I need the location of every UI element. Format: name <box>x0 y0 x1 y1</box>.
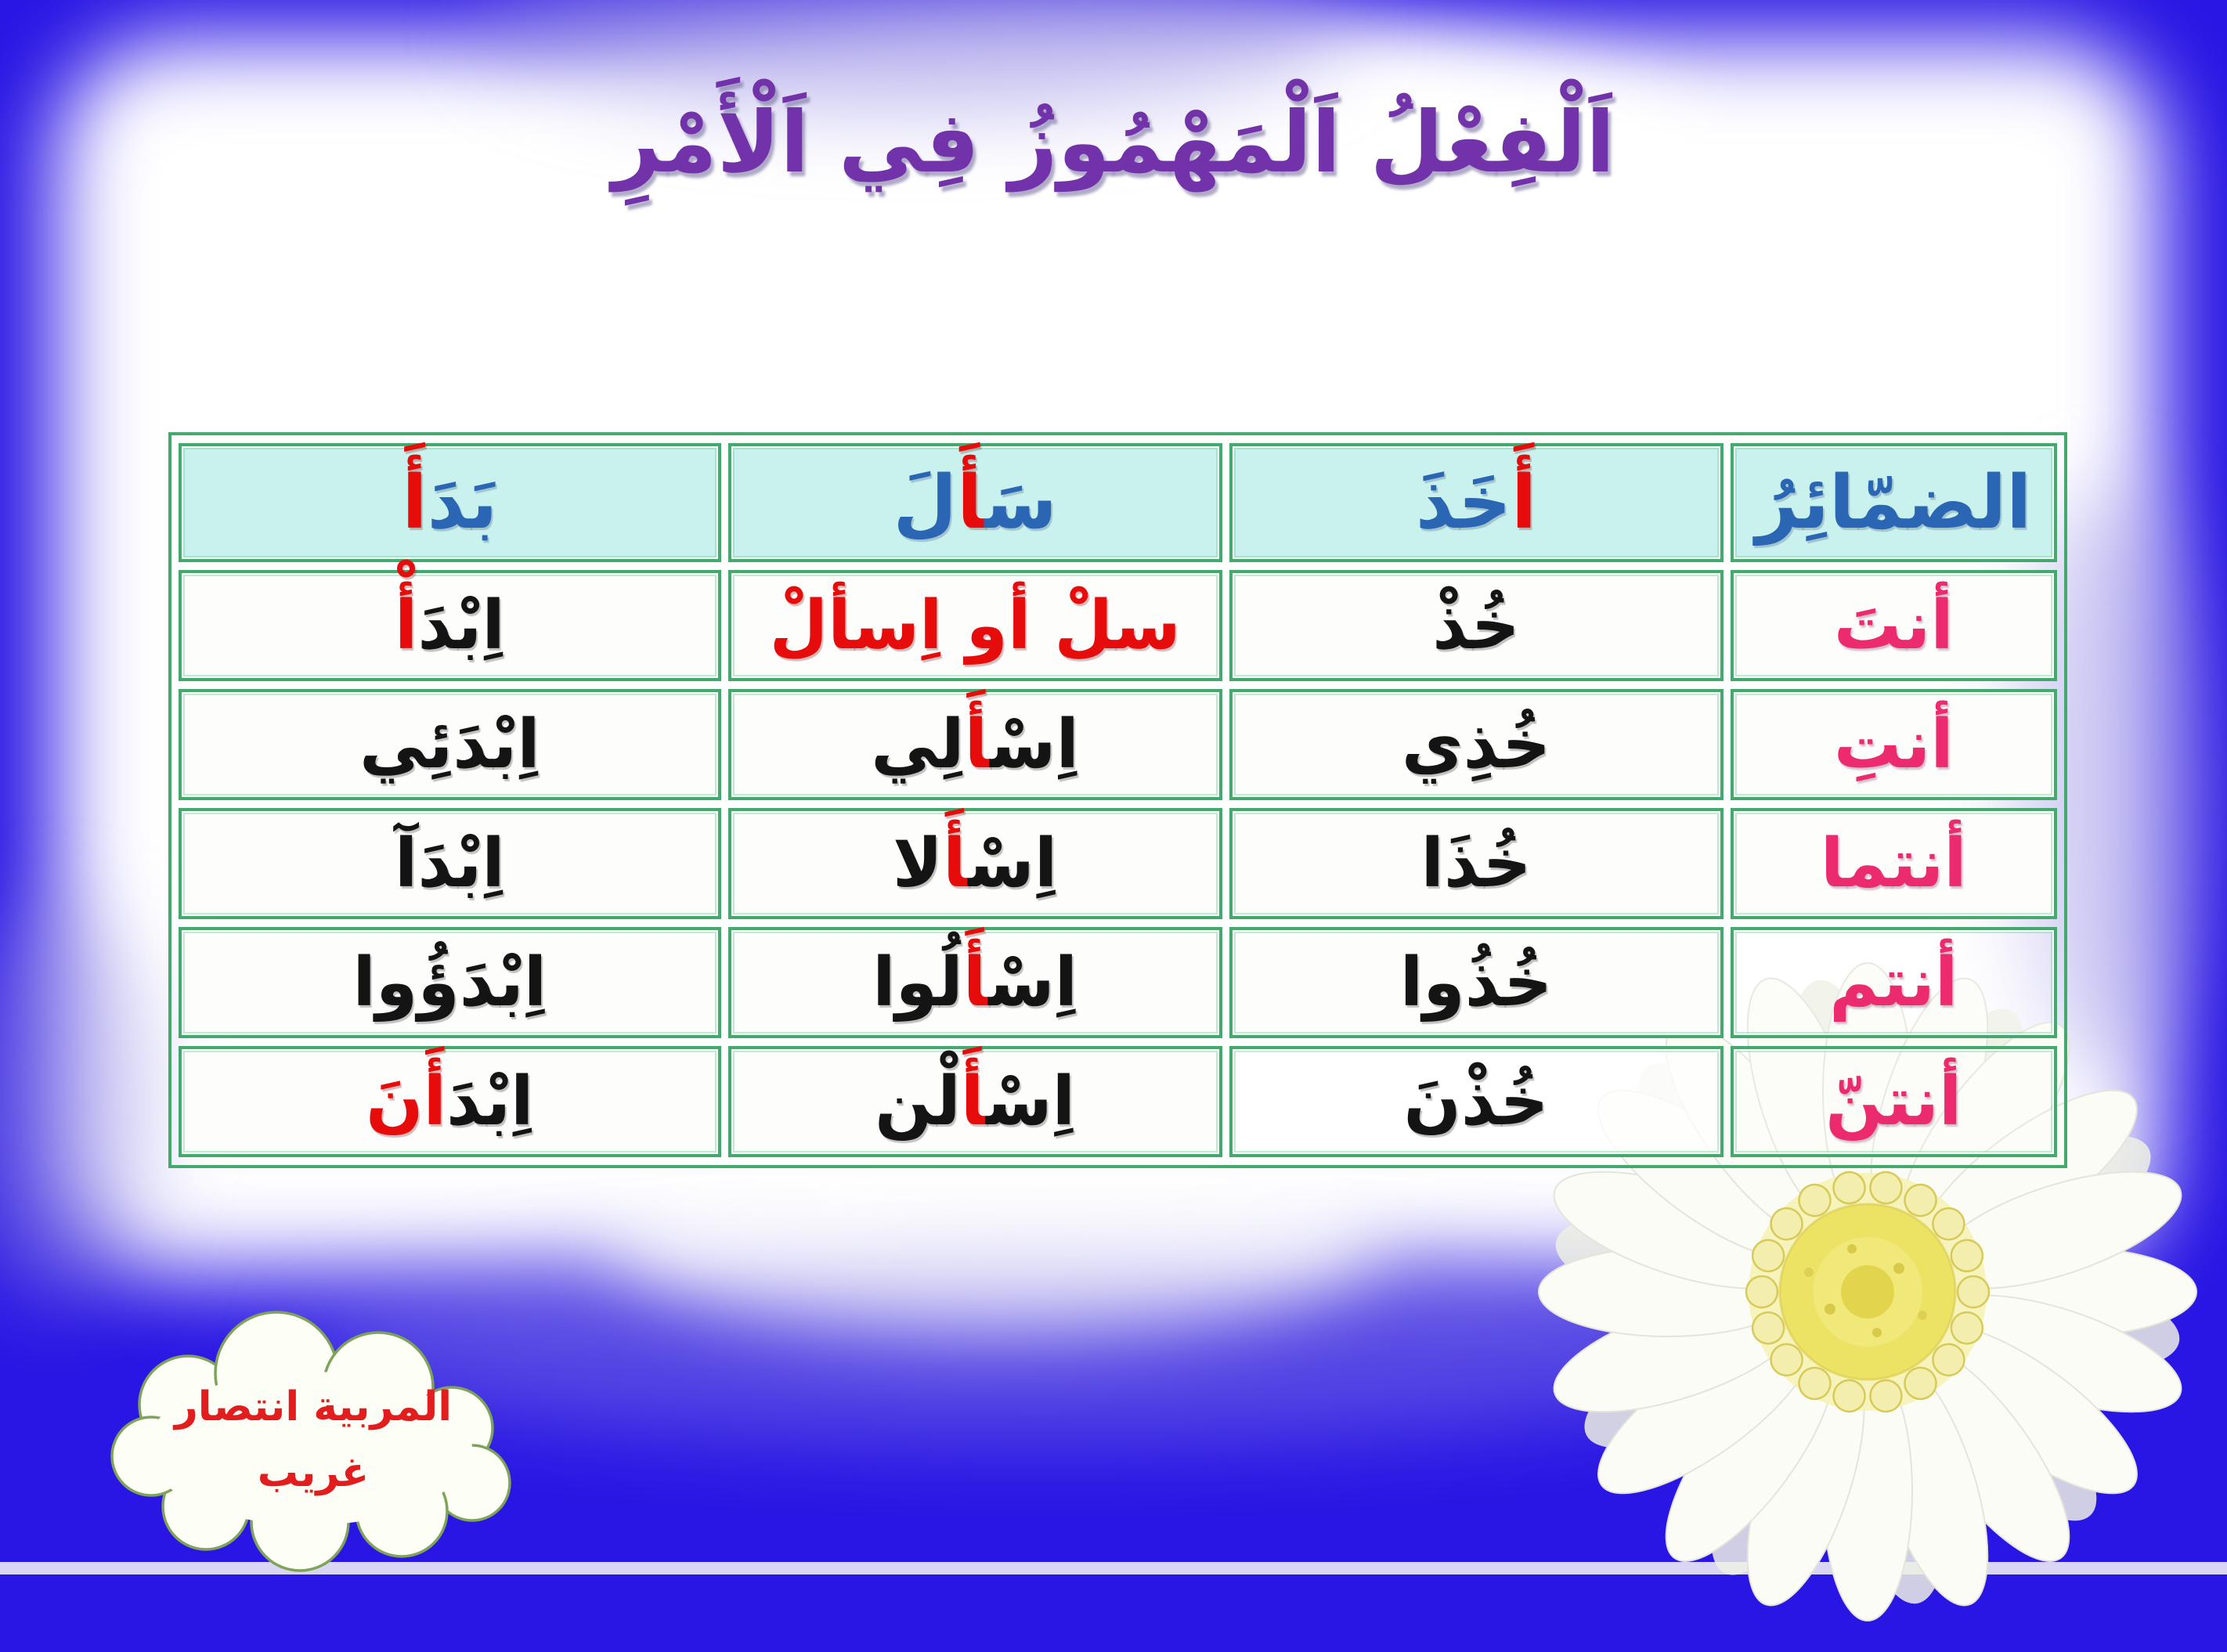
cell-r2-c2 <box>1229 689 1723 800</box>
cell-r1-c4 <box>179 570 721 681</box>
credit-text <box>74 1374 552 1506</box>
text-part: أنتِ <box>1833 705 1954 784</box>
text-part: لا <box>892 824 943 903</box>
cell-r3-c2 <box>1229 808 1723 919</box>
text-part: خَذَ <box>1415 460 1511 546</box>
text-part: لُوا <box>872 943 963 1022</box>
text-part: أَ <box>942 824 969 903</box>
text-part: اِبْدَآ <box>394 824 505 903</box>
text-part: أنتما <box>1820 824 1967 903</box>
cell-r5-c1 <box>1731 1046 2057 1157</box>
cell-r1-c1 <box>1731 570 2057 681</box>
page-title: اَلْفِعْلُ اَلْمَهْمُوزُ فِي اَلْأَمْرِ <box>612 94 1615 192</box>
table-row-5 <box>179 1046 2057 1157</box>
cell-r4-c3 <box>728 927 1222 1038</box>
text-part: اِبْدَ <box>446 1062 534 1141</box>
text-part: أَنَ <box>366 1062 447 1141</box>
header-cell-badaa <box>179 443 721 562</box>
cell-r3-c3 <box>728 808 1222 919</box>
text-part: أنتنّ <box>1825 1062 1962 1141</box>
text-part: أْ <box>394 586 418 665</box>
table-row-3 <box>179 808 2057 919</box>
text-part: الضمّائِرُ <box>1756 460 2032 546</box>
text-part: اِسْ <box>989 705 1079 784</box>
text-part: أَ <box>1511 460 1537 546</box>
text-part: خُذِي <box>1401 705 1551 784</box>
cell-r2-c1 <box>1731 689 2057 800</box>
table-row-1 <box>179 570 2057 681</box>
cell-r1-c3 <box>728 570 1222 681</box>
text-part: اِسْ <box>988 943 1078 1022</box>
cell-r2-c4 <box>179 689 721 800</box>
cell-r4-c2 <box>1229 927 1723 1038</box>
table-body <box>179 570 2057 1157</box>
cell-r5-c4 <box>179 1046 721 1157</box>
cell-r2-c3 <box>728 689 1222 800</box>
cell-r1-c2 <box>1229 570 1723 681</box>
text-part: اِسْ <box>986 1062 1076 1141</box>
cell-r4-c4 <box>179 927 721 1038</box>
text-part: لِي <box>871 705 965 784</box>
credit-line2: غريب <box>257 1449 370 1496</box>
text-part: اِسْ <box>968 824 1058 903</box>
text-part: اِبْدَؤُوا <box>352 943 547 1022</box>
credit-line1: المربية انتصار <box>174 1383 453 1430</box>
text-part: اِبْدَئِي <box>359 705 540 784</box>
header-cell-akhadha <box>1229 443 1723 562</box>
text-part: أنتم <box>1829 943 1958 1022</box>
header-row <box>179 443 2057 562</box>
text-part: خُذْنَ <box>1403 1062 1549 1141</box>
text-part: خُذُوا <box>1399 943 1553 1022</box>
table-row-4 <box>179 927 2057 1038</box>
text-part: أَ <box>960 1062 987 1141</box>
text-part: أَ <box>962 943 989 1022</box>
conjugation-table <box>168 432 2067 1168</box>
text-part: بَدَ <box>427 460 498 546</box>
cell-r5-c3 <box>728 1046 1222 1157</box>
table-header <box>179 443 2057 562</box>
text-part: سَ <box>984 460 1057 546</box>
text-part: أَ <box>957 460 985 546</box>
text-part: أَ <box>964 705 990 784</box>
header-cell-pronouns <box>1731 443 2057 562</box>
cell-r5-c2 <box>1229 1046 1723 1157</box>
cell-r4-c1 <box>1731 927 2057 1038</box>
text-part: أنتَ <box>1833 586 1954 665</box>
text-part: سلْ أو اِسألْ <box>769 586 1181 665</box>
text-part: لَ <box>893 460 958 546</box>
text-part: أَ <box>402 460 428 546</box>
cell-r3-c1 <box>1731 808 2057 919</box>
cell-r3-c4 <box>179 808 721 919</box>
text-part: اِبْدَ <box>417 586 505 665</box>
table-row-2 <box>179 689 2057 800</box>
text-part: خُذْ <box>1432 586 1520 665</box>
header-cell-saala <box>728 443 1222 562</box>
text-part: خُذَا <box>1420 824 1532 903</box>
text-part: لْن <box>875 1062 961 1141</box>
